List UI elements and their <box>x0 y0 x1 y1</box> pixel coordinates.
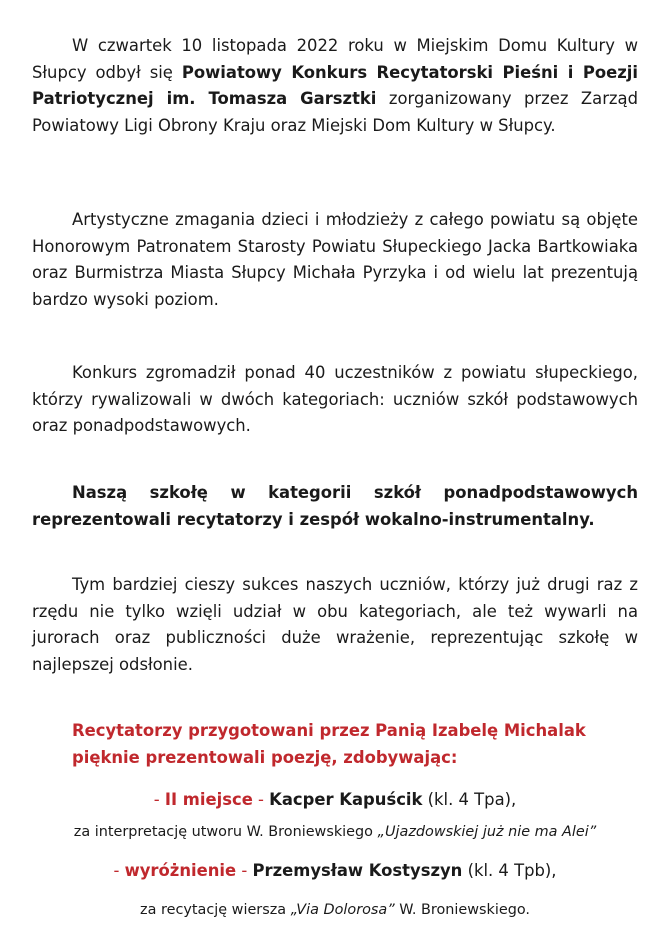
paragraph-intro <box>32 33 638 139</box>
result-line-1: - II miejsce - Kacper Kapuścik (kl. 4 Tpa), <box>153 790 517 809</box>
place-label: wyróżnienie <box>124 861 237 880</box>
poem-title: „Via Dolorosa” <box>290 902 395 918</box>
results-heading: Recytatorzy przygotowani przez Panią Izabelę Michalak pięknie prezentowali poezję, zdobywając: <box>72 721 586 767</box>
intro-rest: zorganizowany przez Zarząd Powiatowy Ligi Obrony Kraju oraz Miejski Dom Kultury w Słupcy. <box>32 89 638 135</box>
winner-class: (kl. 4 Tpa), <box>422 790 517 809</box>
result-line-2: - wyróżnienie - Przemysław Kostyszyn (kl. 4 Tpb), <box>113 861 557 880</box>
intro-text: W czwartek 10 listopada 2022 roku w Miejskim Domu Kultury w Słupcy odbył się <box>32 36 638 82</box>
paragraph-success <box>32 572 638 678</box>
result-note-2: za recytację wiersza „Via Dolorosa” W. Broniewskiego. <box>140 902 530 918</box>
winner-class: (kl. 4 Tpb), <box>462 861 557 880</box>
poem-title: „Ujazdowskiej już nie ma Alei” <box>377 824 597 840</box>
paragraph-school <box>32 480 638 533</box>
patronage-text: Artystyczne zmagania dzieci i młodzieży z całego powiatu są objęte Honorowym Patronatem Starosty Powiatu Słupeckiego Jacka Bartkowiaka oraz Burmistrza Miasta Słupcy Michała Pyrzyka i od wielu lat prezentują bardzo wysoki poziom. <box>32 210 638 309</box>
participants-text: Konkurs zgromadził ponad 40 uczestników z powiatu słupeckiego, którzy rywalizowali w dwóch kategoriach: uczniów szkół podstawowych oraz ponadpodstawowych. <box>32 363 638 435</box>
school-text: Naszą szkołę w kategorii szkół ponadpodstawowych reprezentowali recytatorzy i zespół wokalno-instrumentalny. <box>32 483 638 529</box>
winner-name: Kacper Kapuścik <box>269 790 423 809</box>
place-label: II miejsce <box>164 790 253 809</box>
paragraph-participants <box>32 360 638 440</box>
paragraph-patronage <box>32 207 638 313</box>
contest-name: Powiatowy Konkurs Recytatorski Pieśni i Poezji Patriotycznej im. Tomasza Garsztki <box>32 62 638 108</box>
result-note-1: za interpretację utworu W. Broniewskiego „Ujazdowskiej już nie ma Alei” <box>73 824 597 840</box>
success-text: Tym bardziej cieszy sukces naszych uczniów, którzy już drugi raz z rzędu nie tylko wzięli udział w obu kategoriach, ale też wywarli na jurorach oraz publiczności duże wrażenie, reprezentując szkołę w najlepszej odsłonie. <box>32 575 638 674</box>
winner-name: Przemysław Kostyszyn <box>252 861 463 880</box>
